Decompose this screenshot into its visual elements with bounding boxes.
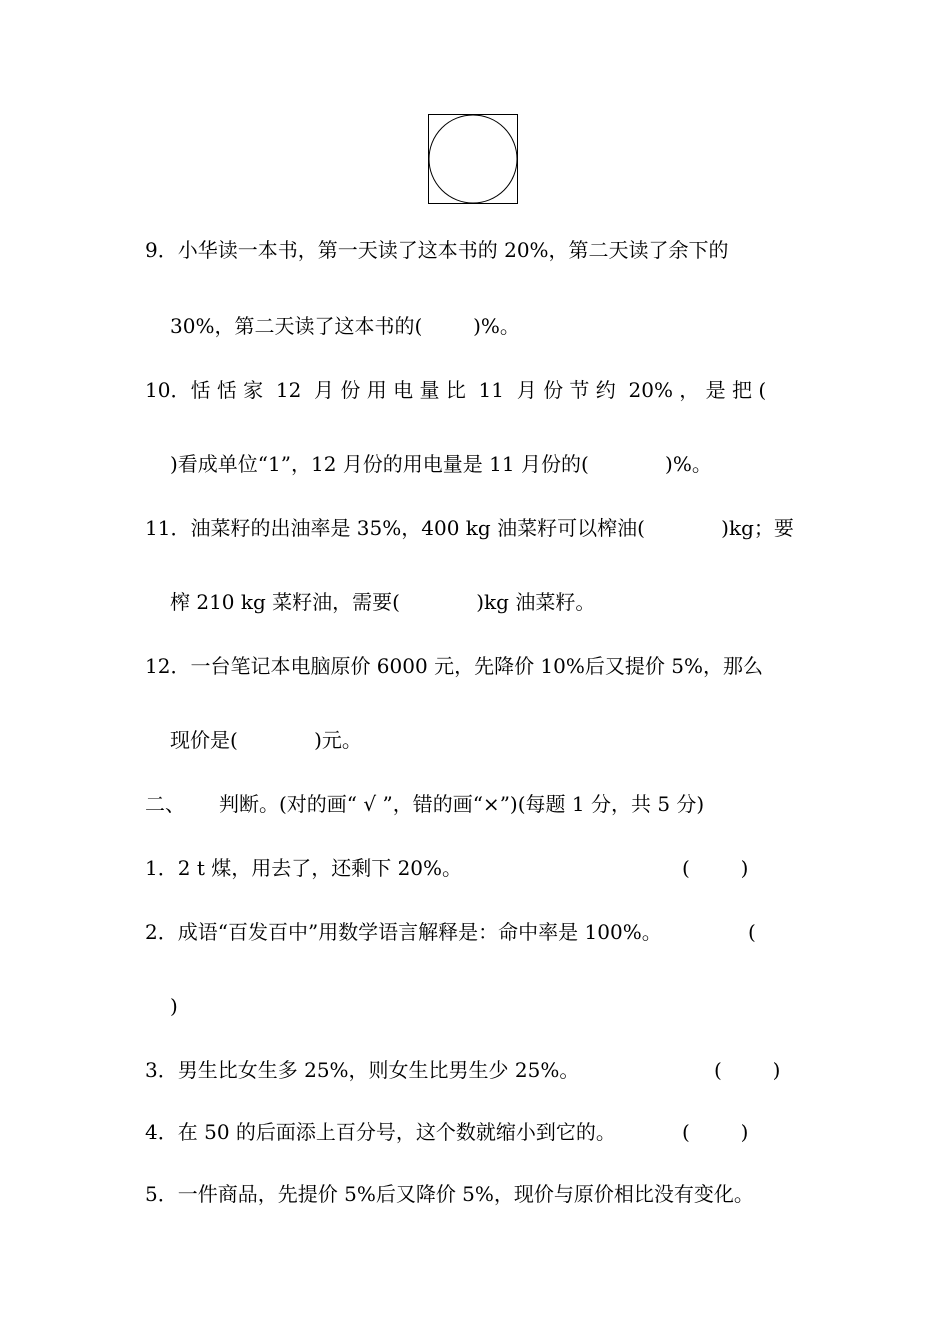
judge-2-paren-open[interactable]: ( [748, 920, 756, 944]
judge-5-line [145, 1180, 754, 1208]
section-2-title: 判断。(对的画“ √ ”，错的画“×”)(每题 1 分，共 5 分) [219, 792, 705, 816]
judge-4-answer-parens[interactable]: ( ) [682, 1120, 749, 1144]
question-12-line-1 [145, 652, 763, 680]
question-10-number: 10． [145, 378, 191, 402]
question-10-text-1: 恬 恬 家 12 月 份 用 电 量 比 11 月 份 节 约 20% ， 是 把 ( [190, 378, 767, 402]
question-9-line-1 [145, 236, 729, 264]
question-9-text-2: 30%，第二天读了这本书的( )%。 [170, 314, 520, 338]
question-10-text-2: )看成单位“1”，12 月份的用电量是 11 月份的( )%。 [170, 452, 712, 476]
question-11-number: 11． [145, 516, 191, 540]
judge-3-text: 男生比女生多 25%，则女生比男生少 25%。 [177, 1058, 580, 1082]
question-9-number: 9． [145, 238, 178, 262]
judge-1-number: 1． [145, 856, 178, 880]
judge-3-answer-parens[interactable]: ( ) [714, 1058, 781, 1082]
judge-2-number: 2． [145, 920, 178, 944]
judge-4-line [145, 1118, 616, 1146]
question-12-text-2: 现价是( )元。 [170, 728, 362, 752]
judge-3-line [145, 1056, 579, 1084]
question-12-number: 12． [145, 654, 191, 678]
judge-2-line [145, 918, 662, 946]
question-12-text-1: 一台笔记本电脑原价 6000 元，先降价 10%后又提价 5%，那么 [190, 654, 763, 678]
judge-2-paren-close[interactable]: ) [170, 994, 178, 1018]
judge-4-text: 在 50 的后面添上百分号，这个数就缩小到它的。 [177, 1120, 616, 1144]
judge-1-line [145, 854, 462, 882]
question-11-text-2: 榨 210 kg 菜籽油，需要( )kg 油菜籽。 [170, 590, 596, 614]
judge-1-answer-parens[interactable]: ( ) [682, 856, 749, 880]
question-9-text-1: 小华读一本书，第一天读了这本书的 20%，第二天读了余下的 [177, 238, 729, 262]
section-2-heading [145, 790, 704, 818]
judge-5-text: 一件商品，先提价 5%后又降价 5%，现价与原价相比没有变化。 [177, 1182, 754, 1206]
circle-in-square-figure [428, 114, 518, 204]
judge-1-text: 2 t 煤，用去了，还剩下 20%。 [177, 856, 463, 880]
judge-4-number: 4． [145, 1120, 178, 1144]
question-10-line-1 [145, 376, 766, 404]
judge-2-text: 成语“百发百中”用数学语言解释是：命中率是 100%。 [177, 920, 662, 944]
circle-outline [429, 115, 517, 203]
judge-5-number: 5． [145, 1182, 178, 1206]
section-2-label: 二、 [145, 792, 185, 816]
question-11-line-1 [145, 514, 794, 542]
judge-3-number: 3． [145, 1058, 178, 1082]
question-11-text-1: 油菜籽的出油率是 35%，400 kg 油菜籽可以榨油( )kg；要 [190, 516, 794, 540]
